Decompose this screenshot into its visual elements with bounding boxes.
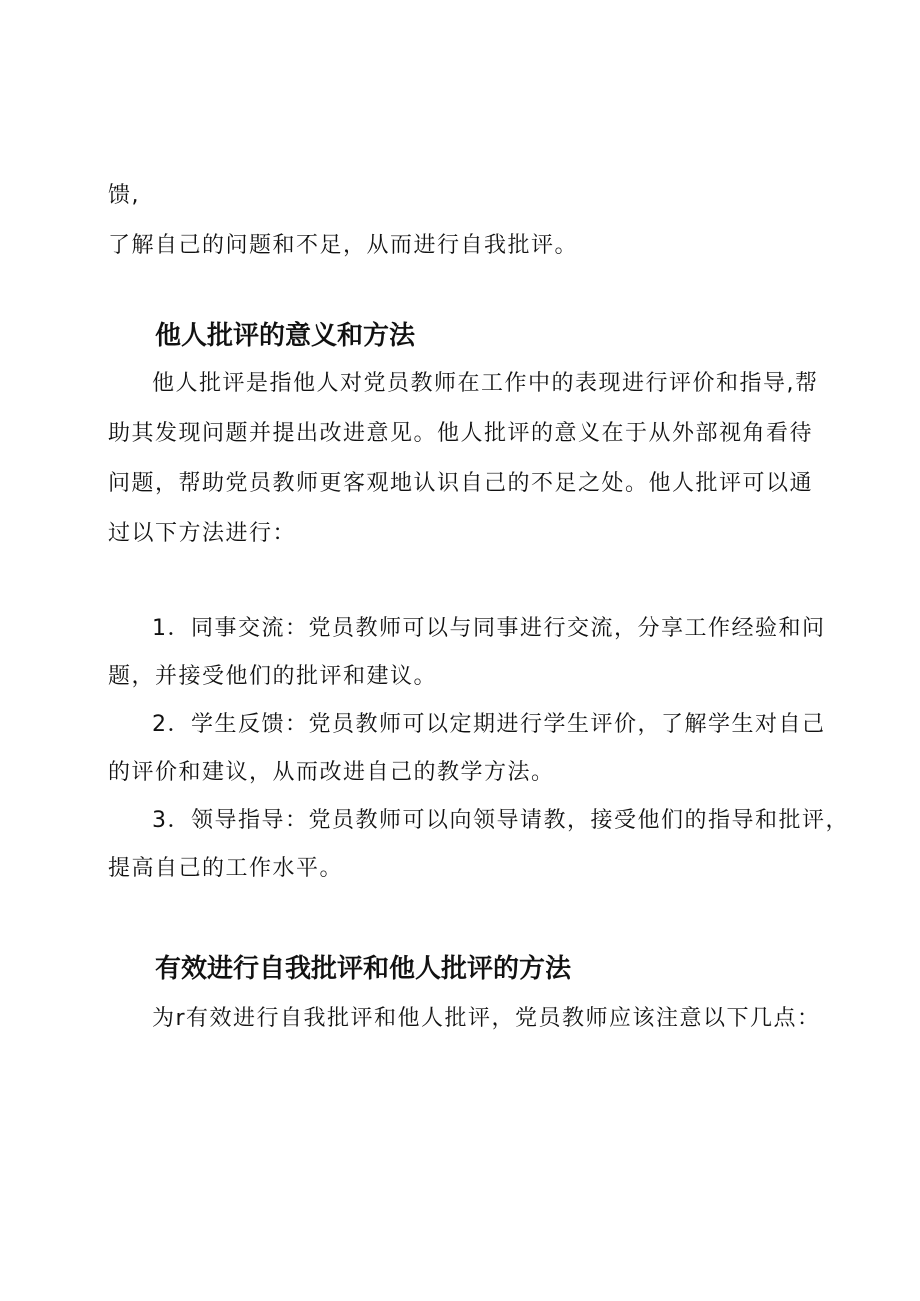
- paragraph-line: 过以下方法进行：: [108, 521, 297, 546]
- paragraph-line: 助其发现问题并提出改进意见。他人批评的意义在于从外部视角看待: [108, 421, 814, 446]
- paragraph-line: 为r有效进行自我批评和他人批评，党员教师应该注意以下几点：: [152, 1006, 821, 1031]
- continuation-line-2: 了解自己的问题和不足，从而进行自我批评。: [108, 233, 579, 258]
- continuation-line-1: 馈,: [108, 183, 140, 208]
- paragraph-line: 他人批评是指他人对党员教师在工作中的表现进行评价和指导,帮: [152, 371, 819, 396]
- list-item-3-line-2: 提高自己的工作水平。: [108, 856, 344, 881]
- list-item-3-line-1: 3．领导指导：党员教师可以向领导请教，接受他们的指导和批评，: [152, 808, 849, 833]
- section-heading-others-criticism: 他人批评的意义和方法: [155, 321, 416, 351]
- paragraph-line: 问题，帮助党员教师更客观地认识自己的不足之处。他人批评可以通: [108, 471, 814, 496]
- list-item-2-line-1: 2．学生反馈：党员教师可以定期进行学生评价，了解学生对自己: [152, 712, 826, 737]
- section-heading-effective-methods: 有效进行自我批评和他人批评的方法: [155, 954, 572, 984]
- list-item-2-line-2: 的评价和建议，从而改进自己的教学方法。: [108, 760, 555, 785]
- list-item-1-line-1: 1．同事交流：党员教师可以与同事进行交流，分享工作经验和问: [152, 616, 826, 641]
- list-item-1-line-2: 题，并接受他们的批评和建议。: [108, 664, 438, 689]
